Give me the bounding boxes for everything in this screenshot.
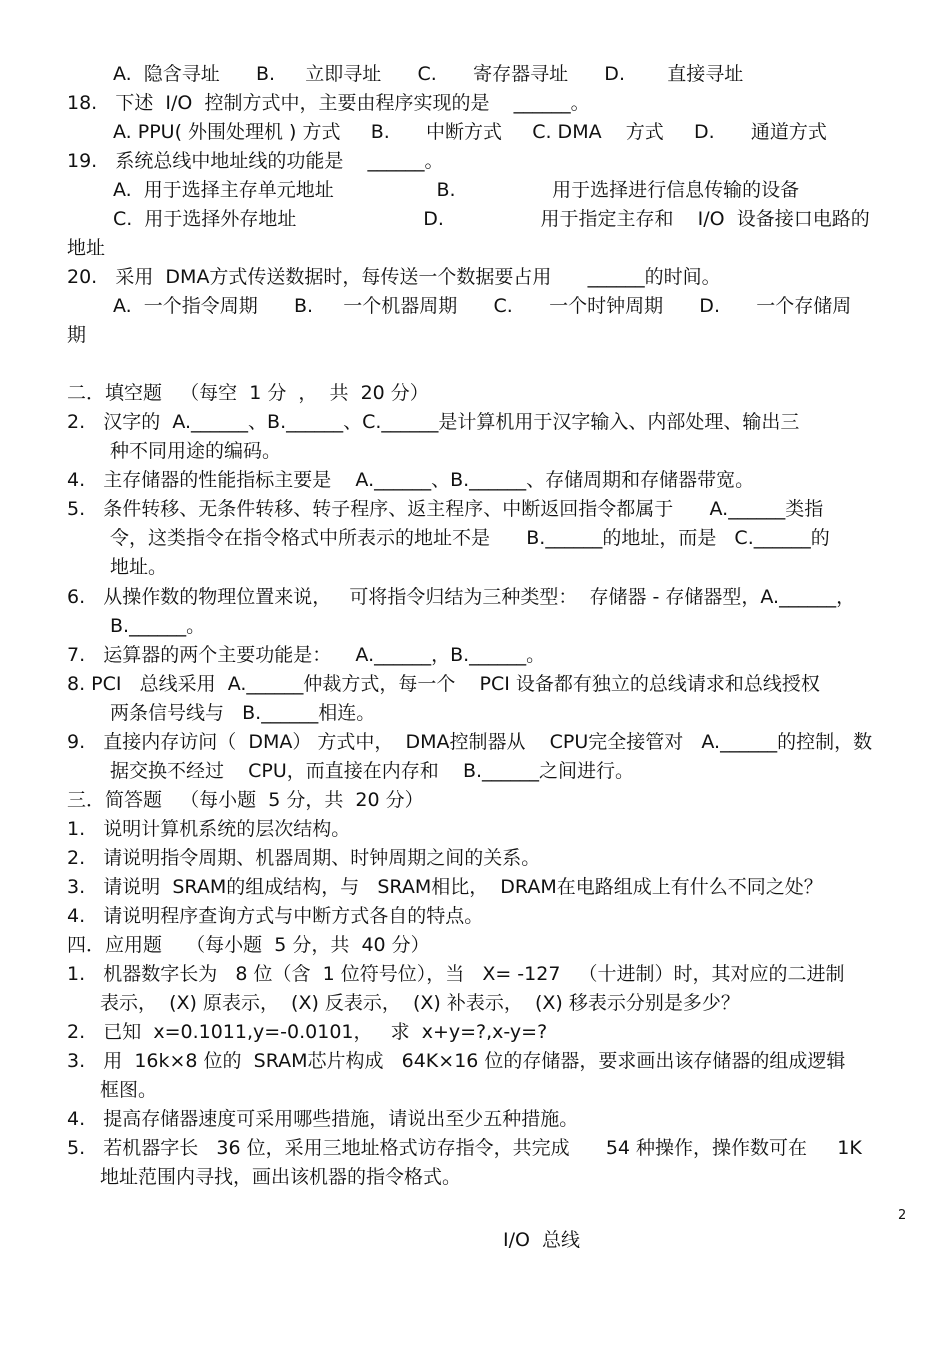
fill-q5-cont2: 地址。 bbox=[110, 556, 168, 578]
fill-q2: 2. 汉字的 A.______、B.______、C.______是计算机用于汉字输入、内部处理、输出三 bbox=[67, 411, 800, 433]
q18-stem: 18. 下述 I/O 控制方式中，主要由程序实现的是 ______。 bbox=[67, 92, 590, 114]
fill-q8: 8. PCI 总线采用 A.______仲裁方式，每一个 PCI 设备都有独立的总线请求和总线授权 bbox=[67, 673, 820, 695]
fill-q8-cont: 两条信号线与 B.______相连。 bbox=[110, 702, 376, 724]
app-q3-cont: 框图。 bbox=[100, 1079, 158, 1101]
fill-q9: 9. 直接内存访问（ DMA） 方式中， DMA控制器从 CPU完全接管对 A.______的控制，数 bbox=[67, 731, 873, 753]
app-q2: 2. 已知 x=0.1011,y=-0.0101， 求 x+y=?,x-y=? bbox=[67, 1021, 548, 1043]
app-q5-cont: 地址范围内寻找，画出该机器的指令格式。 bbox=[100, 1166, 462, 1188]
footer-text: I/O 总线 bbox=[503, 1229, 581, 1251]
q18-options: A. PPU( 外围处理机 ) 方式 B. 中断方式 C. DMA 方式 D. 通道方式 bbox=[113, 121, 827, 143]
q19-options-cd: C. 用于选择外存地址 D. 用于指定主存和 I/O 设备接口电路的 bbox=[113, 208, 870, 230]
q19-options-ab: A. 用于选择主存单元地址 B. 用于选择进行信息传输的设备 bbox=[113, 179, 800, 201]
q20-options: A. 一个指令周期 B. 一个机器周期 C. 一个时钟周期 D. 一个存储周 bbox=[113, 295, 852, 317]
app-q3: 3. 用 16k×8 位的 SRAM芯片构成 64K×16 位的存储器，要求画出该存储器的组成逻辑 bbox=[67, 1050, 846, 1072]
app-q5: 5. 若机器字长 36 位，采用三地址格式访存指令，共完成 54 种操作，操作数可在 1K bbox=[67, 1137, 862, 1159]
app-q1: 1. 机器数字长为 8 位（含 1 位符号位），当 X= -127 （十进制）时，其对应的二进制 bbox=[67, 963, 845, 985]
q17-options: A. 隐含寻址 B. 立即寻址 C. 寄存器寻址 D. 直接寻址 bbox=[113, 63, 744, 85]
section-fill-in-heading: 二．填空题 （每空 1 分 ， 共 20 分） bbox=[67, 382, 429, 404]
section-short-answer-heading: 三．简答题 （每小题 5 分，共 20 分） bbox=[67, 789, 424, 811]
fill-q6: 6. 从操作数的物理位置来说， 可将指令归结为三种类型： 存储器 - 存储器型，A.______， bbox=[67, 586, 856, 608]
fill-q6-cont: B.______。 bbox=[110, 615, 206, 637]
fill-q2-cont: 种不同用途的编码。 bbox=[110, 440, 282, 462]
section-application-heading: 四．应用题 （每小题 5 分，共 40 分） bbox=[67, 934, 430, 956]
short-q2: 2. 请说明指令周期、机器周期、时钟周期之间的关系。 bbox=[67, 847, 541, 869]
app-q4: 4. 提高存储器速度可采用哪些措施，请说出至少五种措施。 bbox=[67, 1108, 579, 1130]
q19-stem: 19. 系统总线中地址线的功能是 ______。 bbox=[67, 150, 444, 172]
fill-q5: 5. 条件转移、无条件转移、转子程序、返主程序、中断返回指令都属于 A.______类指 bbox=[67, 498, 824, 520]
fill-q7: 7. 运算器的两个主要功能是： A.______，B.______。 bbox=[67, 644, 546, 666]
short-q3: 3. 请说明 SRAM的组成结构，与 SRAM相比， DRAM在电路组成上有什么不同之处？ bbox=[67, 876, 823, 898]
app-q1-cont: 表示， (X) 原表示， (X) 反表示， (X) 补表示， (X) 移表示分别是多少？ bbox=[100, 992, 740, 1014]
q20-stem: 20. 采用 DMA方式传送数据时，每传送一个数据要占用 ______的时间。 bbox=[67, 266, 721, 288]
fill-q9-cont: 据交换不经过 CPU，而直接在内存和 B.______之间进行。 bbox=[110, 760, 635, 782]
short-q1: 1. 说明计算机系统的层次结构。 bbox=[67, 818, 351, 840]
page-number: 2 bbox=[898, 1208, 907, 1223]
fill-q5-cont: 令，这类指令在指令格式中所表示的地址不是 B.______的地址，而是 C.______的 bbox=[110, 527, 830, 549]
fill-q4: 4. 主存储器的性能指标主要是 A.______、B.______、存储周期和存储器带宽。 bbox=[67, 469, 755, 491]
q19-options-cd-cont: 地址 bbox=[67, 237, 106, 259]
short-q4: 4. 请说明程序查询方式与中断方式各自的特点。 bbox=[67, 905, 484, 927]
q20-options-cont: 期 bbox=[67, 324, 87, 346]
